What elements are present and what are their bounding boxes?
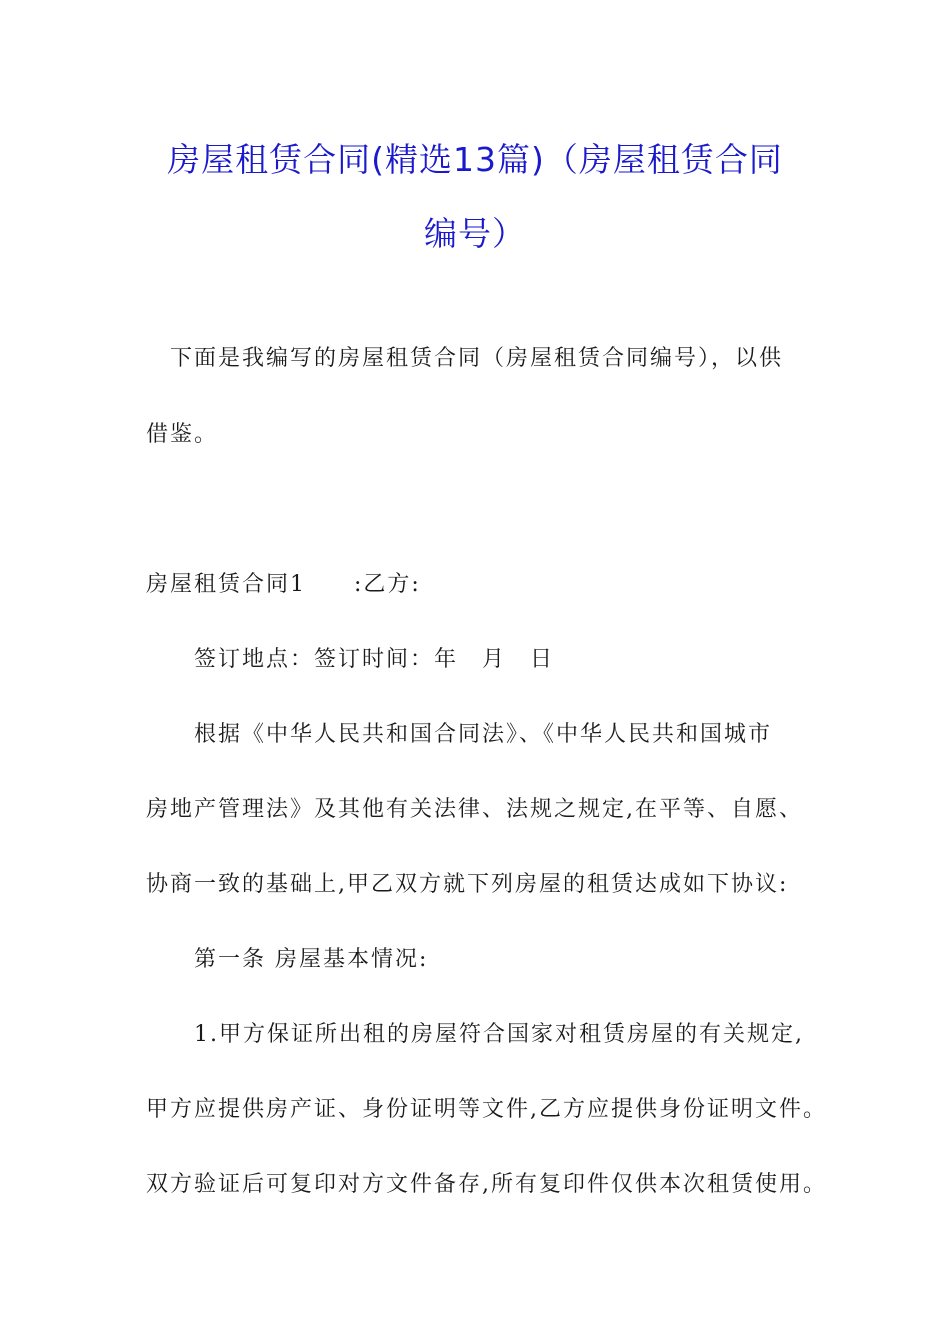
document-title-line-1: 房屋租赁合同(精选13篇)（房屋租赁合同 — [167, 140, 783, 179]
basis-paragraph-line-1: 根据《中华人民共和国合同法》、《中华人民共和国城市 — [194, 722, 773, 747]
article-1-item-1-line-2: 甲方应提供房产证、身份证明等文件,乙方应提供身份证明文件。 — [146, 1097, 827, 1122]
article-1-item-1-line-1: 1.甲方保证所出租的房屋符合国家对租赁房屋的有关规定, — [194, 1022, 804, 1047]
intro-paragraph-line-2: 借鉴。 — [146, 422, 219, 447]
article-1-title: 第一条 房屋基本情况: — [194, 947, 429, 972]
article-1-item-1-line-3: 双方验证后可复印对方文件备存,所有复印件仅供本次租赁使用。 — [146, 1172, 827, 1197]
intro-paragraph-line-1: 下面是我编写的房屋租赁合同（房屋租赁合同编号），以供 — [170, 346, 784, 371]
document-title-line-2: 编号） — [424, 214, 526, 253]
basis-paragraph-line-2: 房地产管理法》及其他有关法律、法规之规定,在平等、自愿、 — [146, 797, 803, 822]
basis-paragraph-line-3: 协商一致的基础上,甲乙双方就下列房屋的租赁达成如下协议: — [146, 872, 789, 897]
contract-heading: 房屋租赁合同1 :乙方: — [146, 572, 421, 597]
sign-info-line: 签订地点：签订时间：年 月 日 — [194, 647, 555, 672]
